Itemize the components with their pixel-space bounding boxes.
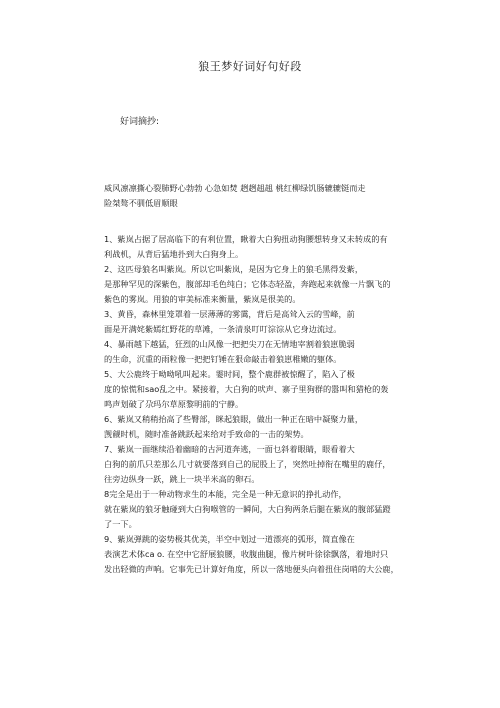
paragraph	[104, 367, 404, 412]
paragraph	[104, 532, 404, 577]
paragraph	[104, 307, 404, 337]
paragraph-line: 的生命，沉重的雨粒像一把把钉锤在狠命敲击着狼崽稚嫩的躯体。	[104, 354, 342, 364]
paragraph-line: 6、紫岚又稍稍抬高了些臀部，眯起狼眼，做出一种正在暗中凝聚力量，	[104, 414, 364, 424]
paragraph	[104, 337, 404, 367]
paragraph	[104, 487, 404, 532]
paragraph-line: 觊觎时机，随时准备跳跃起来给对手致命的一击的架势。	[104, 429, 309, 439]
paragraph-line: 往旁边纵身一跃，跳上一块半米高的卵石。	[104, 474, 260, 484]
paragraph-line: 发出轻微的声响。它事先已计算好角度，所以一落地便头向着扭住岗哨的大公鹿，	[104, 564, 399, 574]
paragraph-line: 1、紫岚占据了居高临下的有利位置，瞅着大白狗扭动狗腰想转身又未转成的有	[104, 234, 388, 244]
paragraph-line: 度的惊慌和sao乱之中。紧接着，大白狗的吠声、寨子里狗群的嚣叫和猎枪的轰	[104, 384, 389, 394]
document-title: 狼王梦好词好句好段	[198, 60, 302, 73]
paragraph-line: 5、大公鹿终于呦呦吼叫起来。霎时间，整个鹿群被惊醒了，陷入了极	[104, 369, 355, 379]
paragraph-line: 8完全是出于一种动物求生的本能，完全是一种无意识的挣扎动作，	[104, 489, 347, 499]
paragraph-line: 2、这匹母狼名叫紫岚。所以它叫紫岚，是因为它身上的狼毛黑得发紫，	[104, 264, 364, 274]
paragraph-list	[104, 232, 404, 577]
paragraph-line: 鸣声划破了尕玛尔草原黎明前的宁静。	[104, 399, 244, 409]
paragraph-line: 4、暴雨越下越猛，狂烈的山风像一把把尖刀在无情地宰割着狼崽脆弱	[104, 339, 355, 349]
paragraph-line: 就在紫岚的狼牙触碰到大白狗喉管的一瞬间，大白狗两条后腿在紫岚的腹部猛蹬	[104, 504, 391, 514]
word-list-line: 威风凛凛撕心裂肺野心勃勃 心急如焚 趔趔趄趄 桃红柳绿饥肠辘辘铤而走	[104, 183, 366, 193]
paragraph	[104, 232, 404, 262]
paragraph	[104, 262, 404, 307]
paragraph-line: 紫色的雾岚。用狼的审美标准来衡量，紫岚是很美的。	[104, 294, 301, 304]
paragraph-line: 是那种罕见的深紫色，腹部却毛色纯白；它体态轻盈，奔跑起来就像一片飘飞的	[104, 279, 391, 289]
paragraph-line: 3、黄昏，森林里笼罩着一层薄薄的雾霭，背后是高耸入云的雪峰，前	[104, 309, 355, 319]
paragraph-line: 表演艺术体ca o. 在空中它舒展狼腰，收腹曲腿，像片树叶徐徐飘落，着地时只	[104, 549, 389, 559]
paragraph-line: 了一下。	[104, 519, 137, 529]
paragraph-line: 白狗的前爪只差那么几寸就要落到自己的屁股上了，突然吐掉衔在嘴里的鹿仔，	[104, 459, 391, 469]
paragraph-line: 面是开满姹紫嫣红野花的草滩，一条清泉叮叮淙淙从它身边流过。	[104, 324, 342, 334]
paragraph	[104, 442, 404, 487]
word-list-line: 险桀骜不驯低眉顺眼	[104, 198, 178, 208]
paragraph-line: 利战机，从背后猛地扑到大白狗身上。	[104, 249, 244, 259]
paragraph-line: 9、紫岚弹跳的姿势极其优美，半空中划过一道漂亮的弧形，简直像在	[104, 534, 355, 544]
section-heading: 好词摘抄:	[120, 117, 160, 127]
word-list	[104, 181, 404, 211]
paragraph-line: 7、紫岚一面继续沿着幽暗的古河道奔逃，一面乜斜着眼睛，眼看着大	[104, 444, 355, 454]
paragraph	[104, 412, 404, 442]
